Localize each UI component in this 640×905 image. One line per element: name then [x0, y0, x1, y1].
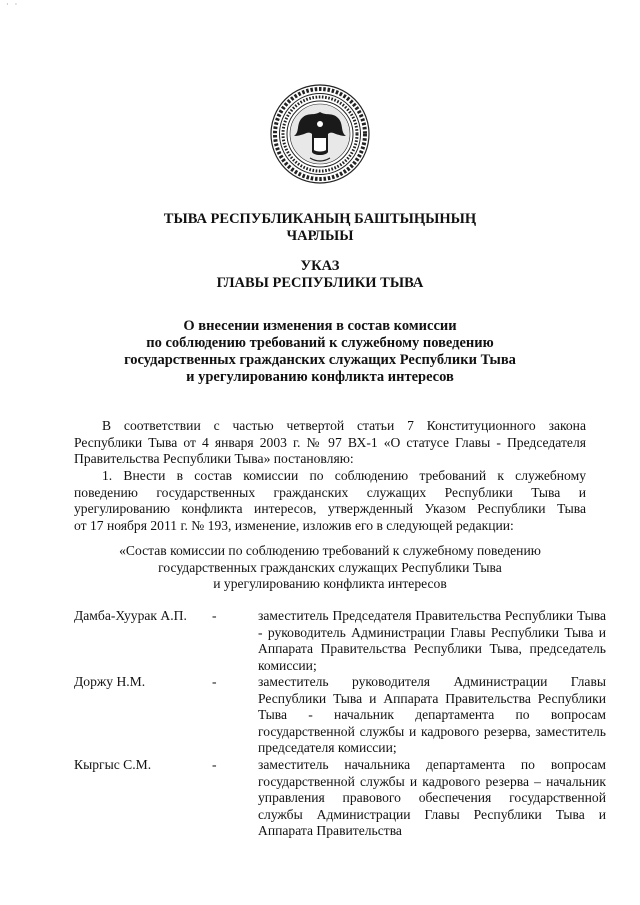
subject-line2: по соблюдению требований к служебному поведению: [146, 335, 494, 351]
member-name: Доржу Н.М.: [74, 674, 146, 689]
member-dash: -: [212, 757, 217, 772]
preamble-line2: Республики Тыва от 4 января 2003 г. № 97 ВХ-1 «О статусе Главы - Председателя: [74, 434, 586, 450]
tuvan-title-line1: ТЫВА РЕСПУБЛИКАНЫҢ БАШТЫҢЫНЫҢ: [163, 211, 477, 227]
member-role: заместитель руководителя Администрации Главы Республики Тыва и Аппарата Правительства Республики Тыва - начальник департамента по вопросам государственной службы и кадрового резерва, заместитель председателя комиссии;: [258, 674, 606, 755]
member-role: заместитель Председателя Правительства Республики Тыва - руководитель Администрации Главы Республики Тыва и Аппарата Правительства Республики Тыва, председатель комиссии;: [258, 608, 606, 673]
tuva-emblem-icon: [270, 84, 370, 184]
scan-artifact: · ·: [6, 0, 20, 9]
decree-word: УКАЗ: [300, 258, 340, 274]
preamble-line1: В соответствии с частью четвертой статьи 7 Конституционного закона: [102, 418, 586, 433]
item1-line4: от 17 ноября 2011 г. № 193, изменение, изложив его в следующей редакции:: [74, 517, 514, 533]
decree-subject: [60, 318, 580, 386]
preamble-line3: Правительства Республики Тыва» постановляю:: [74, 451, 354, 466]
composition-title-line3: и урегулированию конфликта интересов: [213, 576, 447, 591]
subject-line1: О внесении изменения в состав комиссии: [183, 318, 457, 334]
decree-author: ГЛАВЫ РЕСПУБЛИКИ ТЫВА: [216, 275, 424, 291]
member-dash: -: [212, 674, 217, 689]
item-1: [74, 468, 586, 534]
subject-line4: и урегулированию конфликта интересов: [186, 369, 454, 385]
member-name: Кыргыс С.М.: [74, 757, 152, 772]
item1-line1: 1. Внести в состав комиссии по соблюдению требований к служебному: [102, 468, 586, 483]
item1-line3: урегулированию конфликта интересов, утвержденный Указом Республики Тыва: [74, 501, 586, 516]
decree-heading: [60, 258, 580, 292]
item1-line2: поведению государственных гражданских служащих Республики Тыва и: [74, 484, 586, 500]
member-role: заместитель начальника департамента по вопросам государственной службы и кадрового резерва – начальник управления правового обеспечения государственной службы Администрации Главы Республики Тыва и Аппарата Правительства: [258, 757, 606, 838]
tuvan-title-line2: ЧАРЛЫЫ: [286, 228, 354, 244]
subject-line3: государственных гражданских служащих Республики Тыва: [124, 352, 516, 368]
composition-title-line2: государственных гражданских служащих Республики Тыва: [158, 559, 502, 575]
preamble: [74, 418, 586, 468]
member-dash: -: [212, 608, 217, 623]
composition-title: [90, 543, 570, 593]
tuvan-title: [60, 211, 580, 245]
member-name: Дамба-Хуурак А.П.: [74, 608, 187, 623]
composition-title-line1: «Состав комиссии по соблюдению требований к служебному поведению: [119, 543, 541, 558]
